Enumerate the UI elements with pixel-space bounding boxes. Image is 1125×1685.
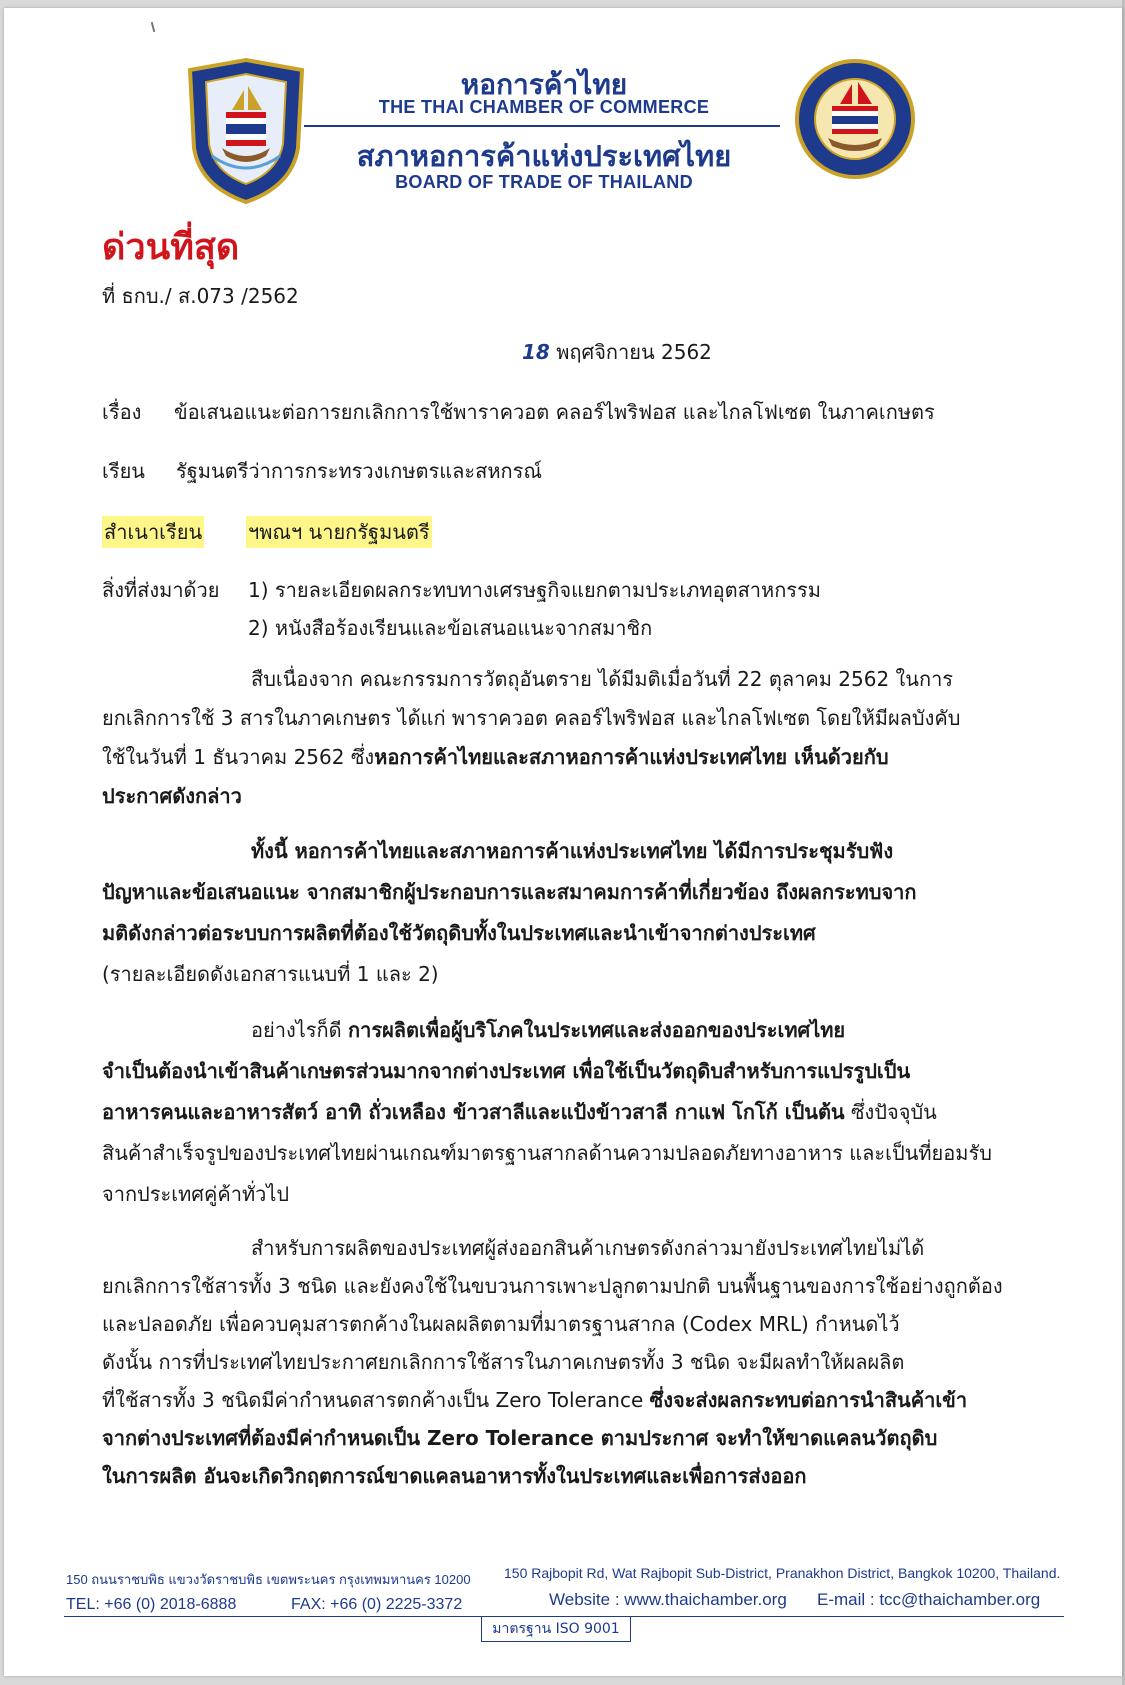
paragraph-3-line: สินค้าสำเร็จรูปของประเทศไทยผ่านเกณฑ์มาตรฐานสากลด้านความปลอดภัยทางอาหาร และเป็นที่ยอมรับ	[102, 1141, 992, 1165]
paragraph-3-text: อย่างไรก็ดี	[251, 1018, 348, 1042]
footer-address-english: 150 Rajbopit Rd, Wat Rajbopit Sub-District, Pranakhon District, Bangkok 10200, Thailand.	[504, 1565, 1061, 1581]
thai-chamber-logo	[182, 56, 310, 206]
scan-mark	[151, 22, 156, 32]
addressee-text: รัฐมนตรีว่าการกระทรวงเกษตรและสหกรณ์	[176, 459, 542, 483]
enclosure-item: 2) หนังสือร้องเรียนและข้อเสนอแนะจากสมาชิก	[248, 616, 653, 640]
paragraph-4-line	[102, 1384, 967, 1416]
reference-number: ที่ ธกบ./ ส.073 /2562	[102, 284, 299, 308]
paragraph-3-text: ซึ่งปัจจุบัน	[844, 1100, 937, 1124]
board-name-english: BOARD OF TRADE OF THAILAND	[395, 172, 693, 192]
paragraph-4-emphasis: ซึ่งจะส่งผลกระทบต่อการนำสินค้าเข้า	[649, 1388, 968, 1412]
paragraph-4-line: ในการผลิต อันจะเกิดวิกฤตการณ์ขาดแคลนอาหารทั้งในประเทศและเพื่อการส่งออก	[102, 1464, 807, 1488]
urgency-stamp: ด่วนที่สุด	[102, 227, 240, 268]
subject-label: เรื่อง	[102, 400, 142, 424]
date-month-year: พฤศจิกายน 2562	[556, 340, 712, 364]
paragraph-3-line	[102, 1096, 937, 1128]
paragraph-2-line: มติดังกล่าวต่อระบบการผลิตที่ต้องใช้วัตถุดิบทั้งในประเทศและนำเข้าจากต่างประเทศ	[102, 921, 816, 945]
chamber-name-thai: หอการค้าไทย	[460, 68, 628, 101]
enclosures-label: สิ่งที่ส่งมาด้วย	[102, 578, 220, 602]
footer-telephone: TEL: +66 (0) 2018-6888	[66, 1596, 237, 1613]
paragraph-1-emphasis: หอการค้าไทยและสภาหอการค้าแห่งประเทศไทย เห็นด้วยกับ	[374, 745, 889, 769]
paragraph-4-line: และปลอดภัย เพื่อควบคุมสารตกค้างในผลผลิตตามที่มาตรฐานสากล (Codex MRL) กำหนดไว้	[102, 1312, 900, 1336]
paragraph-2-line: ปัญหาและข้อเสนอแนะ จากสมาชิกผู้ประกอบการและสมาคมการค้าที่เกี่ยวข้อง ถึงผลกระทบจาก	[102, 880, 917, 904]
paragraph-4-line: ยกเลิกการใช้สารทั้ง 3 ชนิด และยังคงใช้ในขบวนการเพาะปลูกตามปกติ บนพื้นฐานของการใช้อย่างถูกต้อง	[102, 1274, 1003, 1298]
paragraph-3-emphasis: การผลิตเพื่อผู้บริโภคในประเทศและส่งออกของประเทศไทย	[347, 1018, 846, 1042]
board-of-trade-logo	[794, 58, 916, 180]
chamber-name-english: THE THAI CHAMBER OF COMMERCE	[378, 97, 710, 117]
date-day: 18	[522, 340, 550, 364]
footer-website: Website : www.thaichamber.org	[549, 1590, 787, 1609]
paragraph-3-emphasis: อาหารคนและอาหารสัตว์ อาทิ ถั่วเหลือง ข้าวสาลีและแป้งข้าวสาลี กาแฟ โกโก้ เป็นต้น	[102, 1100, 845, 1124]
paragraph-4-line: จากต่างประเทศที่ต้องมีค่ากำหนดเป็น Zero Tolerance ตามประกาศ จะทำให้ขาดแคลนวัตถุดิบ	[102, 1426, 938, 1450]
paragraph-2-line: ทั้งนี้ หอการค้าไทยและสภาหอการค้าแห่งประเทศไทย ได้มีการประชุมรับฟัง	[251, 839, 894, 863]
paragraph-4-text: ที่ใช้สารทั้ง 3 ชนิดมีค่ากำหนดสารตกค้างเป็น Zero Tolerance	[102, 1388, 650, 1412]
addressee-label: เรียน	[102, 459, 145, 483]
paragraph-4-line: ดังนั้น การที่ประเทศไทยประกาศยกเลิกการใช้สารในภาคเกษตรทั้ง 3 ชนิด จะมีผลทำให้ผลผลิต	[102, 1350, 905, 1374]
paragraph-1-line: สืบเนื่องจาก คณะกรรมการวัตถุอันตราย ได้มีมติเมื่อวันที่ 22 ตุลาคม 2562 ในการ	[251, 667, 954, 691]
paragraph-4-line: สำหรับการผลิตของประเทศผู้ส่งออกสินค้าเกษตรดังกล่าวมายังประเทศไทยไม่ได้	[251, 1236, 925, 1260]
enclosure-item: 1) รายละเอียดผลกระทบทางเศรษฐกิจแยกตามประเภทอุตสาหกรรม	[248, 578, 821, 602]
paragraph-3-line	[251, 1014, 845, 1046]
paragraph-1-text: ใช้ในวันที่ 1 ธันวาคม 2562 ซึ่ง	[102, 745, 375, 769]
paragraph-2-line: (รายละเอียดดังเอกสารแนบที่ 1 และ 2)	[102, 962, 439, 986]
paragraph-1-line: ยกเลิกการใช้ 3 สารในภาคเกษตร ได้แก่ พาราควอต คลอร์ไพริฟอส และไกลโฟเซต โดยให้มีผลบังคับ	[102, 706, 961, 730]
letter-date	[522, 336, 712, 368]
paragraph-1-line: ประกาศดังกล่าว	[102, 784, 242, 808]
footer-email: E-mail : tcc@thaichamber.org	[817, 1590, 1041, 1609]
board-name-thai: สภาหอการค้าแห่งประเทศไทย	[356, 139, 732, 173]
footer-fax: FAX: +66 (0) 2225-3372	[291, 1596, 463, 1613]
letterhead-divider	[304, 125, 780, 127]
footer-address-thai: 150 ถนนราชบพิธ แขวงวัดราชบพิธ เขตพระนคร กรุงเทพมหานคร 10200	[66, 1572, 471, 1587]
paragraph-3-line: จากประเทศคู่ค้าทั่วไป	[102, 1182, 290, 1206]
cc-text: ฯพณฯ นายกรัฐมนตรี	[246, 516, 432, 548]
iso-badge: มาตรฐาน ISO 9001	[481, 1617, 631, 1642]
subject-text: ข้อเสนอแนะต่อการยกเลิกการใช้พาราควอต คลอร์ไพริฟอส และไกลโฟเซต ในภาคเกษตร	[174, 400, 935, 424]
paragraph-3-line: จำเป็นต้องนำเข้าสินค้าเกษตรส่วนมากจากต่างประเทศ เพื่อใช้เป็นวัตถุดิบสำหรับการแปรรูปเป็น	[102, 1059, 911, 1083]
paragraph-1-line	[102, 741, 889, 773]
cc-label: สำเนาเรียน	[102, 516, 204, 548]
letter-sheet	[4, 8, 1122, 1676]
